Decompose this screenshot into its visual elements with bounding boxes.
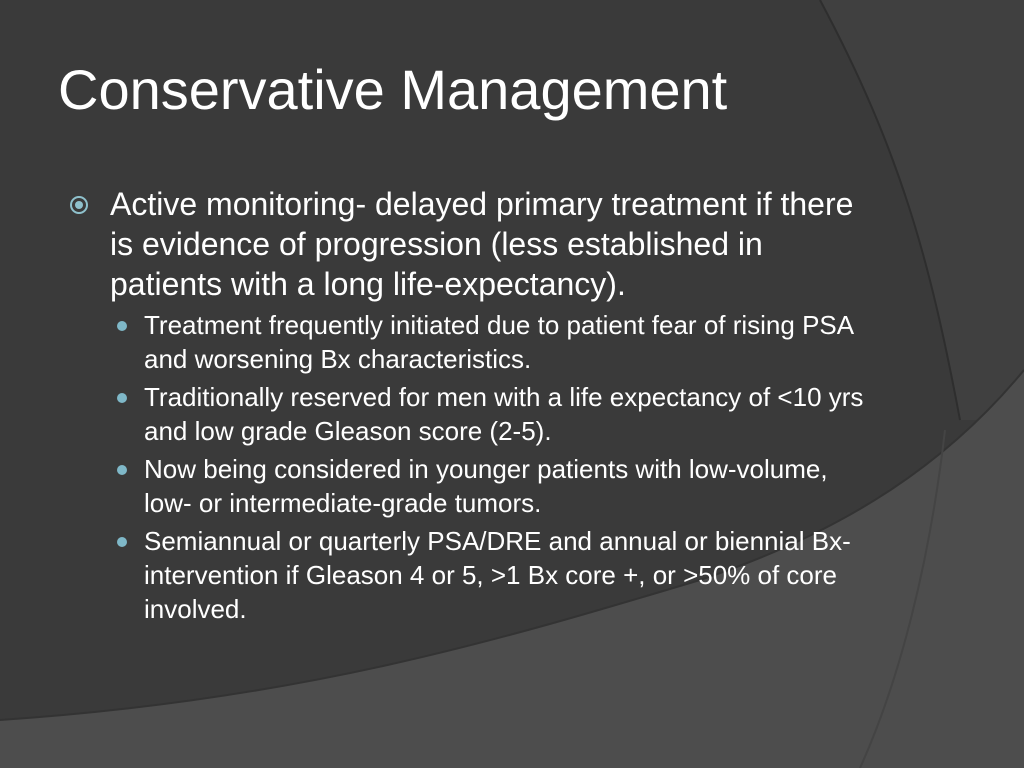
subbullet [66, 452, 866, 520]
slide-title: Conservative Management [58, 58, 728, 121]
subbullet [66, 524, 866, 626]
bullet-level1 [66, 184, 866, 304]
subbullet-text: Treatment frequently initiated due to patient fear of rising PSA and worsening Bx characteristics. [144, 310, 853, 374]
dot-bullet-icon [117, 465, 127, 475]
subbullet-text: Semiannual or quarterly PSA/DRE and annual or biennial Bx- intervention if Gleason 4 or 5, >1 Bx core +, or >50% of core involved. [144, 526, 851, 624]
subbullet-text: Traditionally reserved for men with a life expectancy of <10 yrs and low grade Gleason score (2-5). [144, 382, 864, 446]
slide-content [66, 184, 866, 626]
subbullet [66, 380, 866, 448]
subbullet [66, 308, 866, 376]
dot-bullet-icon [117, 537, 127, 547]
dot-bullet-icon [117, 393, 127, 403]
dot-bullet-icon [117, 321, 127, 331]
subbullet-text: Now being considered in younger patients with low-volume, low- or intermediate-grade tumors. [144, 454, 828, 518]
bullet-text: Active monitoring- delayed primary treatment if there is evidence of progression (less established in patients with a long life-expectancy). [110, 186, 854, 302]
circle-bullet-icon [70, 196, 88, 214]
